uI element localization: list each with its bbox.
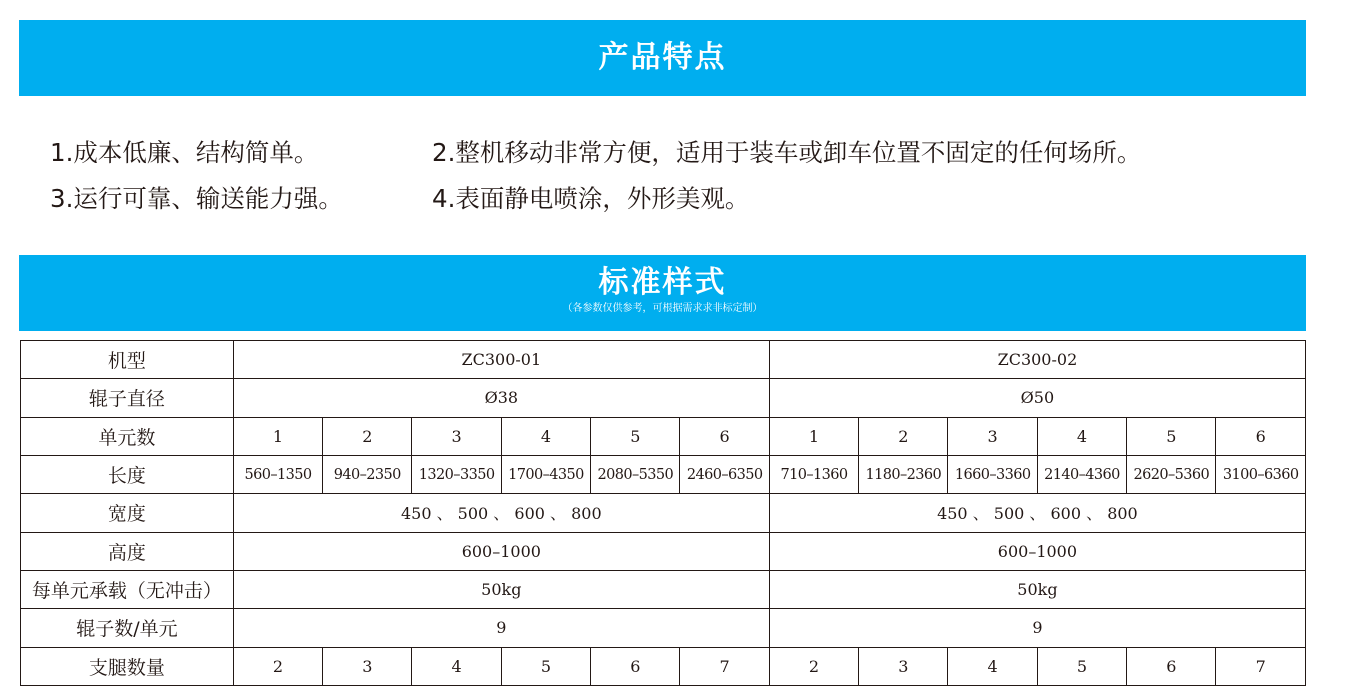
table-cell: 1180–2360	[859, 455, 948, 493]
features-list	[50, 132, 1330, 224]
table-cell: ZC300-02	[769, 341, 1305, 379]
table-cell: 2620–5360	[1127, 455, 1216, 493]
table-row-roller-diameter	[21, 379, 1306, 417]
table-cell: 1320–3350	[412, 455, 501, 493]
table-cell: 5	[1037, 647, 1126, 685]
table-cell: 6	[1216, 417, 1306, 455]
table-cell: 5	[591, 417, 680, 455]
table-cell: 4	[948, 647, 1037, 685]
table-cell: 450 、 500 、 600 、 800	[233, 494, 769, 532]
table-cell: 50kg	[233, 570, 769, 608]
table-cell: 5	[1127, 417, 1216, 455]
row-label: 高度	[21, 532, 234, 570]
row-label: 长度	[21, 455, 234, 493]
table-cell: 710–1360	[769, 455, 858, 493]
features-banner	[19, 20, 1306, 96]
table-cell: 1	[233, 417, 322, 455]
table-cell: 4	[1037, 417, 1126, 455]
table-cell: Ø38	[233, 379, 769, 417]
row-label: 机型	[21, 341, 234, 379]
table-cell: 600–1000	[769, 532, 1305, 570]
feature-item: 4.表面静电喷涂，外形美观。	[432, 184, 750, 213]
spec-subtitle: （各参数仅供参考，可根据需求求非标定制）	[562, 303, 763, 314]
table-cell: 1700–4350	[501, 455, 590, 493]
table-cell: 7	[1216, 647, 1306, 685]
table-row-load	[21, 570, 1306, 608]
row-label: 辊子直径	[21, 379, 234, 417]
table-cell: 2140–4360	[1037, 455, 1126, 493]
row-label: 每单元承载（无冲击）	[21, 570, 234, 608]
table-cell: 9	[769, 609, 1305, 647]
table-cell: 3	[948, 417, 1037, 455]
table-row-height	[21, 532, 1306, 570]
table-cell: 9	[233, 609, 769, 647]
row-label: 单元数	[21, 417, 234, 455]
row-label: 辊子数/单元	[21, 609, 234, 647]
table-cell: Ø50	[769, 379, 1305, 417]
table-cell: 560–1350	[233, 455, 322, 493]
table-row-length	[21, 455, 1306, 493]
feature-row	[50, 178, 1330, 224]
spec-table	[20, 340, 1306, 686]
table-row-width	[21, 494, 1306, 532]
features-title: 产品特点	[598, 40, 727, 75]
table-cell: 7	[680, 647, 769, 685]
table-cell: 3	[412, 417, 501, 455]
table-row-rollers	[21, 609, 1306, 647]
table-cell: 3100–6360	[1216, 455, 1306, 493]
table-cell: 2	[323, 417, 412, 455]
table-row-model	[21, 341, 1306, 379]
feature-row	[50, 132, 1330, 178]
row-label: 支腿数量	[21, 647, 234, 685]
table-cell: 450 、 500 、 600 、 800	[769, 494, 1305, 532]
table-cell: 50kg	[769, 570, 1305, 608]
table-cell: 2080–5350	[591, 455, 680, 493]
table-row-units	[21, 417, 1306, 455]
table-cell: 3	[859, 647, 948, 685]
table-cell: 2	[859, 417, 948, 455]
table-cell: 6	[680, 417, 769, 455]
table-cell: 2460–6350	[680, 455, 769, 493]
table-cell: 2	[769, 647, 858, 685]
table-cell: 1	[769, 417, 858, 455]
table-cell: 1660–3360	[948, 455, 1037, 493]
table-cell: 600–1000	[233, 532, 769, 570]
row-label: 宽度	[21, 494, 234, 532]
table-cell: 6	[591, 647, 680, 685]
spec-title: 标准样式	[598, 265, 727, 300]
table-cell: 6	[1127, 647, 1216, 685]
table-cell: 2	[233, 647, 322, 685]
feature-item: 2.整机移动非常方便，适用于装车或卸车位置不固定的任何场所。	[432, 138, 1142, 167]
table-cell: ZC300-01	[233, 341, 769, 379]
feature-item: 1.成本低廉、结构简单。	[50, 138, 319, 167]
spec-banner	[19, 255, 1306, 331]
table-cell: 3	[323, 647, 412, 685]
feature-item: 3.运行可靠、输送能力强。	[50, 184, 343, 213]
table-cell: 940–2350	[323, 455, 412, 493]
table-cell: 5	[501, 647, 590, 685]
table-row-legs	[21, 647, 1306, 685]
table-cell: 4	[412, 647, 501, 685]
table-cell: 4	[501, 417, 590, 455]
